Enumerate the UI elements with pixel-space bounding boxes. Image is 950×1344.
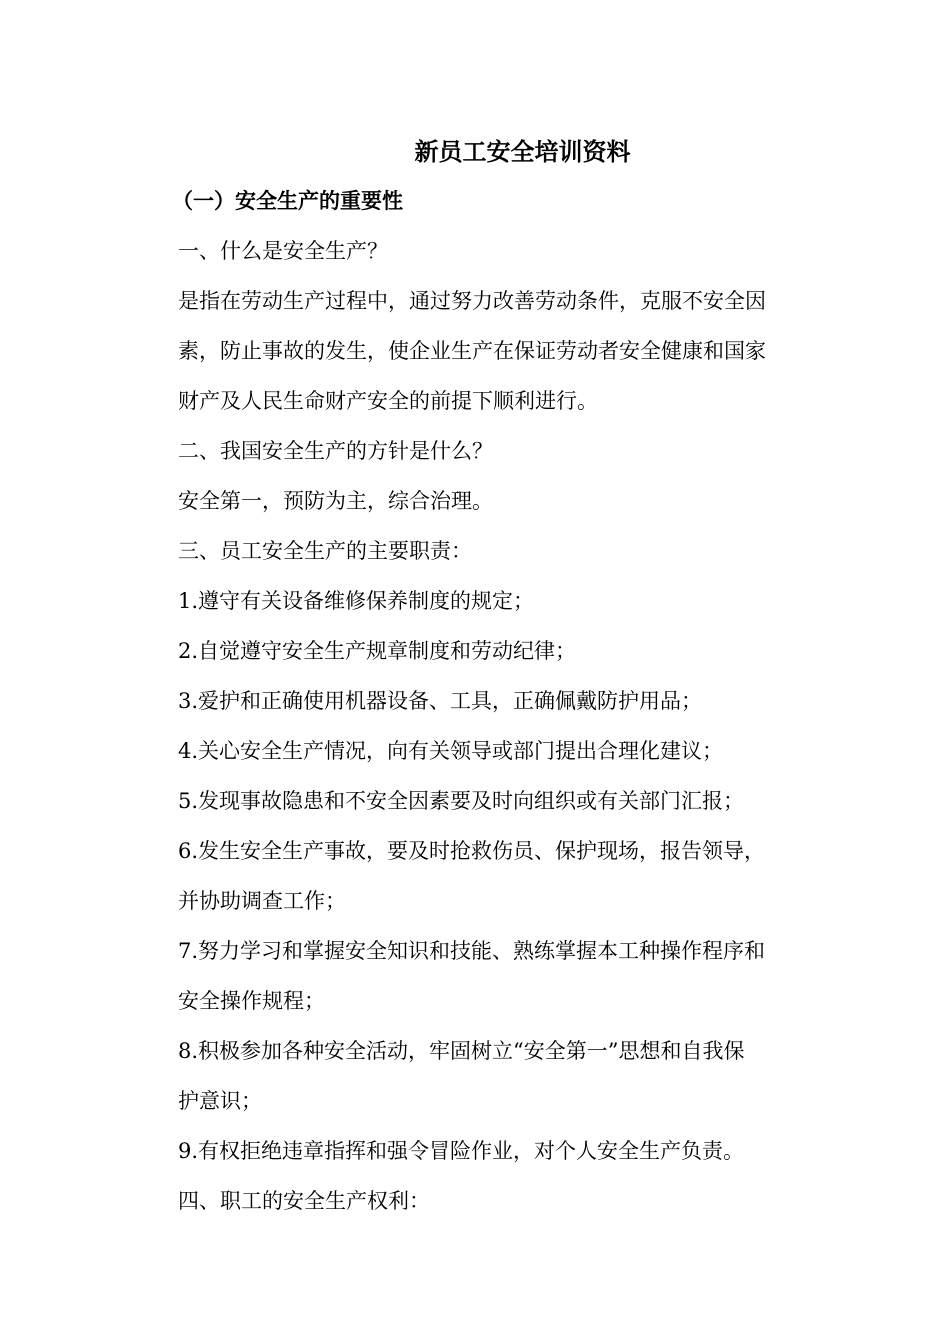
text-line: 安全第一，预防为主，综合治理。 bbox=[178, 489, 493, 513]
text-line: 四、职工的安全生产权利： bbox=[178, 1189, 430, 1213]
section-heading: （一）安全生产的重要性 bbox=[172, 188, 403, 213]
text-line: 二、我国安全生产的方针是什么？ bbox=[178, 439, 493, 463]
text-line: 8.积极参加各种安全活动，牢固树立“安全第一”思想和自我保 bbox=[178, 1039, 745, 1063]
text-line: 财产及人民生命财产安全的前提下顺利进行。 bbox=[178, 389, 598, 413]
text-line: 安全操作规程； bbox=[178, 989, 325, 1013]
document-body bbox=[172, 184, 818, 1234]
text-line: 三、员工安全生产的主要职责： bbox=[178, 539, 472, 563]
text-line: 7.努力学习和掌握安全知识和技能、熟练掌握本工种操作程序和 bbox=[178, 939, 766, 963]
text-line: 一、什么是安全生产？ bbox=[178, 239, 388, 263]
text-line: 4.关心安全生产情况，向有关领导或部门提出合理化建议； bbox=[178, 739, 724, 763]
text-line: 6.发生安全生产事故，要及时抢救伤员、保护现场，报告领导， bbox=[178, 839, 766, 863]
text-line: 9.有权拒绝违章指挥和强令冒险作业，对个人安全生产负责。 bbox=[178, 1139, 745, 1163]
text-line: 护意识； bbox=[178, 1089, 262, 1113]
text-line: 素，防止事故的发生，使企业生产在保证劳动者安全健康和国家 bbox=[178, 339, 766, 363]
text-line: 并协助调查工作； bbox=[178, 889, 346, 913]
text-line: 5.发现事故隐患和不安全因素要及时向组织或有关部门汇报； bbox=[178, 789, 745, 813]
document-title: 新员工安全培训资料 bbox=[414, 137, 631, 166]
text-line: 是指在劳动生产过程中，通过努力改善劳动条件，克服不安全因 bbox=[178, 289, 766, 313]
text-line: 1.遵守有关设备维修保养制度的规定； bbox=[178, 589, 535, 613]
text-line: 3.爱护和正确使用机器设备、工具，正确佩戴防护用品； bbox=[178, 689, 703, 713]
text-line: 2.自觉遵守安全生产规章制度和劳动纪律； bbox=[178, 639, 577, 663]
